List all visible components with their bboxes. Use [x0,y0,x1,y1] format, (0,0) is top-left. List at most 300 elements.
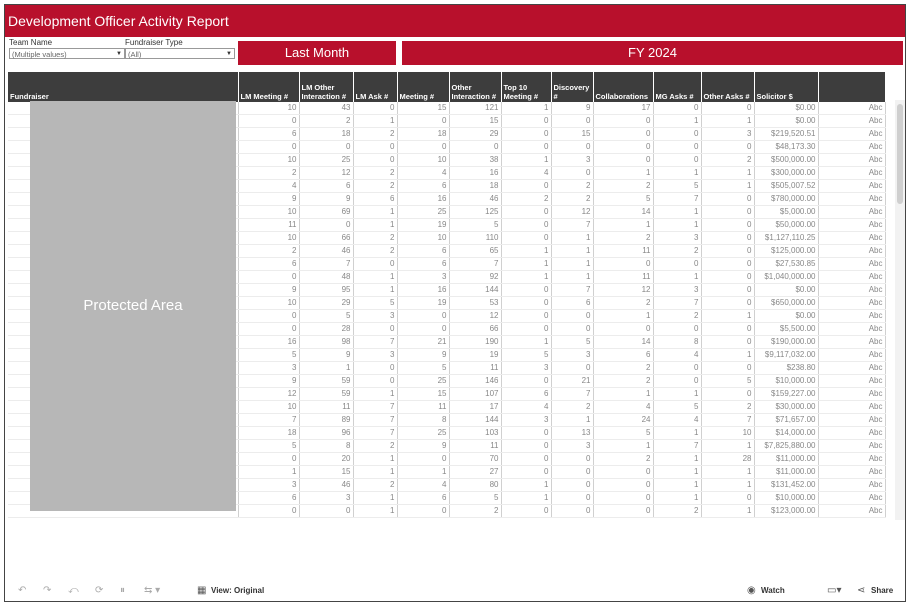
table-cell: 1 [701,115,754,128]
table-cell: 1 [501,258,551,271]
table-cell: Abc [818,193,885,206]
table-cell: $125,000.00 [754,245,818,258]
vertical-scrollbar[interactable] [895,100,905,520]
table-cell: 0 [501,505,551,518]
table-cell: 2 [238,167,299,180]
table-cell: Abc [818,232,885,245]
table-cell: 4 [653,349,701,362]
table-cell: Abc [818,115,885,128]
table-cell: 7 [353,336,397,349]
table-cell: 0 [551,115,593,128]
table-cell: 0 [653,375,701,388]
table-cell: 0 [701,284,754,297]
table-cell: 8 [299,440,353,453]
table-cell: Abc [818,219,885,232]
watch-button[interactable]: Watch [761,586,785,595]
table-cell: 0 [501,232,551,245]
table-cell: 0 [299,505,353,518]
team-name-label: Team Name [9,38,53,47]
table-cell: Abc [818,336,885,349]
table-cell: 0 [653,258,701,271]
table-cell: 10 [701,427,754,440]
redo-icon[interactable]: ↷ [43,585,52,596]
table-cell: 28 [701,453,754,466]
table-cell: 0 [701,232,754,245]
guided-nav-icon[interactable]: ⇆ ▾ [144,585,161,596]
table-cell: 4 [593,401,653,414]
table-cell: $300,000.00 [754,167,818,180]
table-cell: 0 [397,453,449,466]
column-header[interactable]: Fundraiser [8,72,238,102]
table-cell: 7 [353,427,397,440]
table-cell: 0 [593,479,653,492]
table-cell: 0 [397,141,449,154]
table-cell: 0 [501,128,551,141]
table-cell: Abc [818,206,885,219]
table-cell: 0 [238,310,299,323]
table-cell: 107 [449,388,501,401]
table-cell: 0 [501,180,551,193]
table-cell: 2 [653,245,701,258]
table-cell: 70 [449,453,501,466]
table-cell: $0.00 [754,284,818,297]
table-cell: Abc [818,271,885,284]
column-header[interactable]: LM Other Interaction # [299,72,353,102]
table-cell: 9 [238,193,299,206]
table-cell: 10 [238,206,299,219]
table-cell: Abc [818,362,885,375]
table-cell: 7 [701,414,754,427]
table-cell: $27,530.85 [754,258,818,271]
table-cell: 2 [593,232,653,245]
table-cell: 0 [653,154,701,167]
table-cell: Abc [818,466,885,479]
table-cell: 0 [353,141,397,154]
table-cell: 1 [653,388,701,401]
table-cell: 5 [238,440,299,453]
report-title: Development Officer Activity Report [5,5,905,37]
table-cell: 4 [397,167,449,180]
table-cell: 12 [238,388,299,401]
table-cell: $7,825,880.00 [754,440,818,453]
refresh-icon[interactable]: ⟳ [95,585,104,596]
table-cell: 1 [593,167,653,180]
table-cell: 0 [551,505,593,518]
share-button[interactable]: Share [871,586,894,595]
table-cell: 1 [501,492,551,505]
table-cell: $11,000.00 [754,453,818,466]
table-cell: 17 [593,102,653,115]
table-cell: 10 [238,232,299,245]
share-icon[interactable]: ⋖ [857,585,866,596]
table-cell: 15 [449,115,501,128]
table-cell: Abc [818,154,885,167]
column-header[interactable]: Collaborations [593,72,653,102]
table-cell: 0 [701,258,754,271]
table-cell: 19 [449,349,501,362]
table-cell: 1 [701,180,754,193]
table-cell: 27 [449,466,501,479]
table-cell: 89 [299,414,353,427]
table-cell: 0 [551,362,593,375]
table-cell: 0 [593,505,653,518]
table-cell: 0 [701,193,754,206]
column-header[interactable]: Discovery # [551,72,593,102]
table-cell: 2 [653,310,701,323]
table-cell: 0 [299,219,353,232]
table-cell: $0.00 [754,310,818,323]
fundraiser-type-select[interactable] [125,48,235,59]
table-cell: 2 [593,297,653,310]
table-cell: 1 [551,271,593,284]
table-cell: 2 [501,193,551,206]
table-cell: 110 [449,232,501,245]
table-cell: 69 [299,206,353,219]
table-cell: 1 [299,362,353,375]
table-cell: $123,000.00 [754,505,818,518]
table-cell: 14 [593,336,653,349]
table-cell: 1 [701,505,754,518]
table-cell: 25 [397,206,449,219]
table-cell: 9 [238,284,299,297]
table-cell: 1 [653,167,701,180]
table-cell: $5,500.00 [754,323,818,336]
table-cell: $219,520.51 [754,128,818,141]
table-cell: $238.80 [754,362,818,375]
table-cell: 6 [238,492,299,505]
dashboard-frame [4,4,906,602]
table-cell: 2 [449,505,501,518]
table-cell: 1 [593,310,653,323]
table-cell: 1 [551,232,593,245]
table-cell: 3 [653,284,701,297]
undo-icon[interactable]: ↶ [18,585,27,596]
table-cell: 9 [397,440,449,453]
table-cell: $71,657.00 [754,414,818,427]
table-cell: 0 [397,505,449,518]
table-cell: 0 [701,141,754,154]
view-original-button[interactable]: View: Original [211,586,265,595]
table-cell: 0 [593,115,653,128]
table-cell: 0 [701,206,754,219]
table-cell: 0 [238,271,299,284]
table-cell: 5 [238,349,299,362]
table-cell: 3 [238,479,299,492]
table-cell: 3 [238,362,299,375]
table-cell: Abc [818,310,885,323]
table-cell: 11 [449,440,501,453]
table-cell: 2 [353,440,397,453]
table-cell: 5 [653,401,701,414]
table-cell: 1 [701,466,754,479]
table-cell: 0 [653,128,701,141]
table-cell: 0 [701,297,754,310]
table-cell: 0 [501,427,551,440]
table-cell: 9 [299,193,353,206]
table-cell: 0 [501,297,551,310]
table-cell: 1 [501,271,551,284]
table-cell: 5 [397,362,449,375]
table-cell: 5 [449,492,501,505]
fundraiser-type-filter[interactable] [125,38,235,59]
table-cell: 8 [653,336,701,349]
table-cell: Abc [818,284,885,297]
table-cell: 2 [353,232,397,245]
table-cell: 1 [353,505,397,518]
table-cell: 0 [501,440,551,453]
table-cell: 7 [238,414,299,427]
table-cell: 80 [449,479,501,492]
column-header[interactable]: Solicitor $ [754,72,818,102]
table-cell: 1 [353,492,397,505]
table-cell: 6 [501,388,551,401]
chevron-down-icon[interactable]: ▼ [116,51,122,57]
table-cell: Abc [818,388,885,401]
table-cell: 16 [397,193,449,206]
table-cell: 0 [593,466,653,479]
table-cell: 0 [501,219,551,232]
table-cell: $1,040,000.00 [754,271,818,284]
table-cell: 1 [653,206,701,219]
table-cell: Abc [818,141,885,154]
table-cell: 2 [353,479,397,492]
table-cell: 10 [397,232,449,245]
table-cell: 6 [353,193,397,206]
table-cell: 1 [653,219,701,232]
bottom-toolbar [5,581,905,601]
table-cell: 6 [551,297,593,310]
table-cell: 0 [653,141,701,154]
table-cell: 2 [593,180,653,193]
table-cell: 0 [653,323,701,336]
table-cell: $48,173.30 [754,141,818,154]
table-cell: $159,227.00 [754,388,818,401]
table-cell: 0 [501,141,551,154]
table-cell: 0 [449,141,501,154]
column-header[interactable]: Other Interaction # [449,72,501,102]
table-cell: 7 [551,388,593,401]
table-cell: 0 [551,310,593,323]
fundraiser-type-value: (All) [128,50,142,59]
table-cell: 2 [551,193,593,206]
column-header[interactable]: LM Ask # [353,72,397,102]
table-cell: 1 [353,115,397,128]
table-cell: 1 [353,219,397,232]
table-cell: 1 [353,466,397,479]
table-cell: 0 [593,258,653,271]
table-cell: 0 [701,336,754,349]
table-cell: 1 [501,479,551,492]
table-cell: 46 [299,479,353,492]
table-cell: 11 [593,271,653,284]
table-cell: 0 [551,141,593,154]
table-cell: 15 [551,128,593,141]
column-header[interactable]: Top 10 Meeting # [501,72,551,102]
table-cell: Abc [818,258,885,271]
table-cell: 7 [653,193,701,206]
table-cell: 2 [653,505,701,518]
table-cell: 0 [238,505,299,518]
table-cell: Abc [818,297,885,310]
table-cell: 3 [551,349,593,362]
table-cell: 15 [397,388,449,401]
column-header[interactable]: MG Asks # [653,72,701,102]
table-cell: 12 [299,167,353,180]
table-cell: 53 [449,297,501,310]
table-cell: 2 [593,362,653,375]
column-header[interactable]: Other Asks # [701,72,754,102]
table-cell: 59 [299,375,353,388]
table-cell: 2 [238,245,299,258]
table-cell: 6 [397,245,449,258]
table-cell: 10 [238,102,299,115]
protected-area-overlay: Protected Area [30,101,236,511]
table-cell: 0 [701,271,754,284]
table-cell: 14 [593,206,653,219]
table-cell: 2 [299,115,353,128]
last-month-banner: Last Month [238,41,396,65]
table-cell: 6 [397,258,449,271]
table-cell: 66 [299,232,353,245]
table-cell: 92 [449,271,501,284]
table-cell: Abc [818,167,885,180]
column-header[interactable]: Meeting # [397,72,449,102]
revert-icon[interactable]: ⤺ [68,585,79,596]
fundraiser-type-label: Fundraiser Type [125,38,183,47]
table-cell: Abc [818,492,885,505]
table-cell: 16 [238,336,299,349]
eye-icon[interactable]: ◉ [747,585,756,596]
table-cell: 1 [701,479,754,492]
table-cell: 0 [551,466,593,479]
table-cell: 48 [299,271,353,284]
table-cell: 0 [501,115,551,128]
table-cell: 18 [299,128,353,141]
table-cell: 0 [551,492,593,505]
table-cell: 3 [397,271,449,284]
table-cell: 4 [501,167,551,180]
table-cell: $0.00 [754,102,818,115]
table-cell: 9 [397,349,449,362]
table-cell: 0 [551,323,593,336]
table-cell: 0 [551,167,593,180]
table-cell: 5 [449,219,501,232]
table-cell: 0 [653,102,701,115]
table-cell: $9,117,032.00 [754,349,818,362]
table-cell: 5 [551,336,593,349]
table-cell: $30,000.00 [754,401,818,414]
table-cell: 7 [353,401,397,414]
table-cell: 10 [397,154,449,167]
table-cell: 3 [501,362,551,375]
column-header[interactable]: LM Meeting # [238,72,299,102]
table-cell: 1 [551,258,593,271]
table-cell: 21 [397,336,449,349]
table-cell: 0 [593,128,653,141]
table-cell: 0 [593,492,653,505]
table-cell: 66 [449,323,501,336]
table-cell: 0 [701,323,754,336]
table-cell: 1 [397,466,449,479]
table-cell: 18 [238,427,299,440]
table-cell: 2 [701,154,754,167]
table-cell: 1 [701,349,754,362]
table-cell: 18 [397,128,449,141]
table-cell: 0 [653,362,701,375]
table-cell: 28 [299,323,353,336]
table-cell: 6 [397,180,449,193]
table-cell: 0 [353,375,397,388]
table-cell: 0 [238,141,299,154]
table-cell: 5 [353,297,397,310]
table-cell: 10 [238,401,299,414]
table-cell: 1 [501,336,551,349]
table-cell: 20 [299,453,353,466]
scrollbar-thumb[interactable] [897,104,903,204]
table-cell: 5 [299,310,353,323]
team-name-filter[interactable] [9,38,125,59]
table-cell: 0 [701,362,754,375]
table-cell: Abc [818,453,885,466]
table-cell: 11 [299,401,353,414]
table-cell: 0 [238,453,299,466]
table-cell: $10,000.00 [754,375,818,388]
table-cell: Abc [818,414,885,427]
table-cell: Abc [818,323,885,336]
table-cell: 16 [449,167,501,180]
table-cell: 1 [653,271,701,284]
comment-icon[interactable]: ▭▾ [827,585,842,596]
pause-icon[interactable]: ⏸ [120,585,125,596]
table-cell: 0 [501,206,551,219]
table-cell: 1 [593,440,653,453]
table-cell: $5,000.00 [754,206,818,219]
table-cell: 1 [653,115,701,128]
view-icon[interactable]: ▦ [197,585,207,596]
chevron-down-icon[interactable]: ▼ [226,51,232,57]
fy-banner: FY 2024 [402,41,903,65]
table-cell: 4 [653,414,701,427]
table-cell: 12 [449,310,501,323]
table-cell: 19 [397,297,449,310]
column-header[interactable] [818,72,885,102]
table-cell: 0 [501,284,551,297]
table-cell: 11 [397,401,449,414]
team-name-select[interactable] [9,48,125,59]
table-cell: 1 [653,466,701,479]
table-cell: 2 [593,453,653,466]
table-cell: 13 [551,427,593,440]
table-cell: $780,000.00 [754,193,818,206]
table-cell: $14,000.00 [754,427,818,440]
table-cell: 4 [397,479,449,492]
table-cell: $10,000.00 [754,492,818,505]
table-cell: 43 [299,102,353,115]
table-cell: 1 [653,479,701,492]
table-cell: $500,000.00 [754,154,818,167]
table-cell: Abc [818,505,885,518]
table-cell: 1 [501,245,551,258]
table-cell: 2 [353,245,397,258]
table-cell: Abc [818,180,885,193]
table-cell: 15 [299,466,353,479]
table-cell: 25 [397,375,449,388]
table-cell: 7 [653,440,701,453]
table-cell: 1 [701,440,754,453]
table-cell: 19 [397,219,449,232]
table-cell: 2 [551,180,593,193]
table-cell: $190,000.00 [754,336,818,349]
